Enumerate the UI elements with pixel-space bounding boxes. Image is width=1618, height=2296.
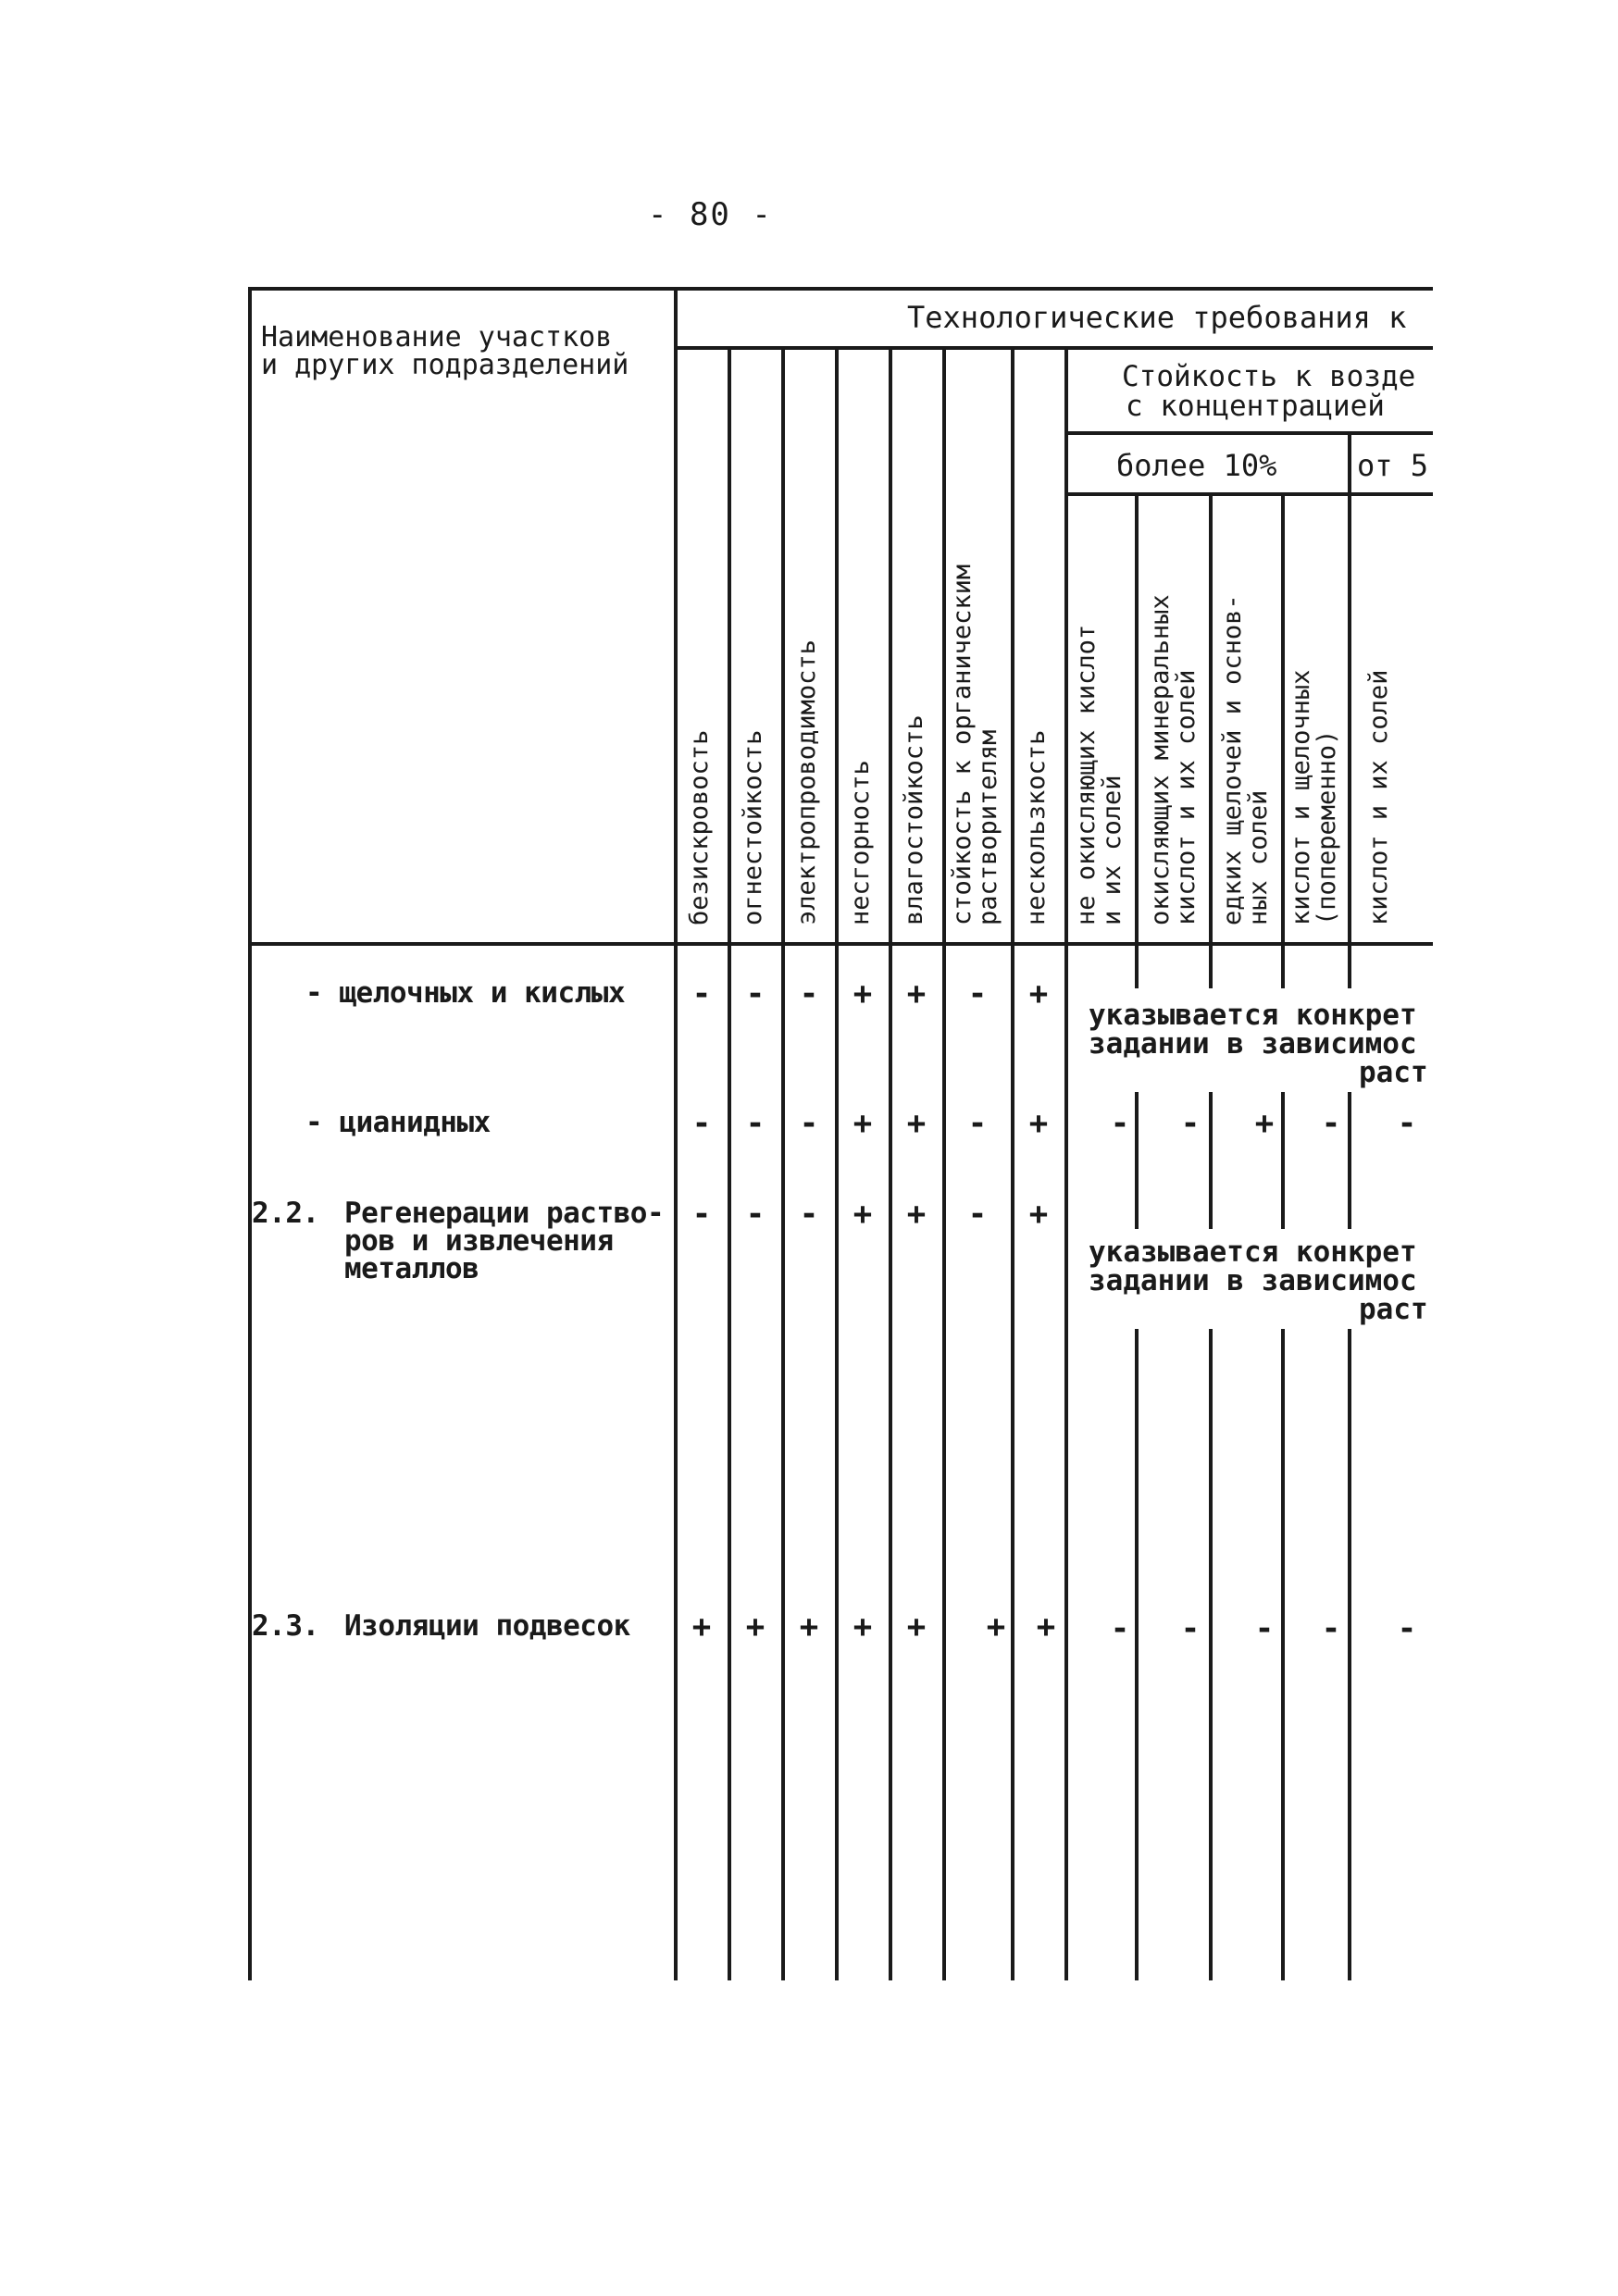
tech-req-header: Технологические требования к xyxy=(907,300,1407,335)
mark-cell: + xyxy=(745,1608,765,1645)
col-sep-1 xyxy=(728,350,731,942)
mark-cell: + xyxy=(853,1608,873,1645)
resistance-underline xyxy=(1064,431,1433,435)
mark-cell: + xyxy=(986,1608,1006,1645)
col-sep-8 xyxy=(1135,496,1139,942)
mark-cell: - xyxy=(967,1196,988,1233)
mark-cell: - xyxy=(745,1196,765,1233)
res-sep-c2 xyxy=(1209,1329,1213,1980)
mark-cell: - xyxy=(1321,1105,1341,1142)
concentration-separator xyxy=(1348,431,1351,496)
col-header-spark-free: безискровость xyxy=(685,729,714,925)
col-sep-11 xyxy=(1348,496,1351,942)
mark-cell: - xyxy=(1254,1610,1275,1647)
res-sep-a1 xyxy=(1135,946,1139,988)
body-sep-4 xyxy=(889,946,892,1980)
resistance-header-line1: Стойкость к возде xyxy=(1122,360,1416,393)
note-line: задании в зависимос xyxy=(1089,1264,1417,1297)
concentration-underline xyxy=(1064,492,1433,496)
row-name-line: металлов xyxy=(344,1252,479,1285)
col-header-non-combustible: несгорность xyxy=(846,760,875,925)
mark-cell: + xyxy=(853,1196,873,1233)
mark-cell: - xyxy=(1321,1610,1341,1647)
body-sep-6 xyxy=(1011,946,1014,1980)
resistance-header-line2: с концентрацией xyxy=(1126,390,1385,423)
col-sep-6 xyxy=(1011,350,1014,942)
col-header-conductivity: электропроводимость xyxy=(792,639,821,925)
mark-cell: - xyxy=(745,1105,765,1142)
mark-cell: - xyxy=(967,975,988,1012)
table-left-border xyxy=(248,287,252,1980)
col-header-acids-salts: кислот и их солей xyxy=(1364,669,1393,925)
body-sep-1 xyxy=(728,946,731,1980)
mark-cell: - xyxy=(691,1196,712,1233)
col-header-solvent-resistance: стойкость к органическим растворителям xyxy=(948,564,1002,925)
col-header-moisture-resistance: влагостойкость xyxy=(900,714,928,925)
mark-cell: - xyxy=(799,1105,819,1142)
res-sep-c1 xyxy=(1135,1329,1139,1980)
name-col-border xyxy=(674,287,678,946)
mark-cell: - xyxy=(691,1105,712,1142)
res-sep-c3 xyxy=(1281,1329,1285,1980)
res-sep-a3 xyxy=(1281,946,1285,988)
res-sep-b2 xyxy=(1209,1092,1213,1229)
col-sep-4 xyxy=(889,350,892,942)
tech-req-underline xyxy=(678,346,1433,350)
mark-cell: - xyxy=(691,975,712,1012)
res-sep-c4 xyxy=(1348,1329,1351,1980)
body-sep-3 xyxy=(835,946,839,1980)
mark-cell: - xyxy=(745,975,765,1012)
mark-cell: - xyxy=(1180,1610,1201,1647)
row-number: 2.3. xyxy=(252,1609,319,1643)
mark-cell: - xyxy=(1110,1610,1130,1647)
body-sep-0 xyxy=(674,946,678,1980)
mark-cell: + xyxy=(853,1105,873,1142)
mark-cell: + xyxy=(906,1105,927,1142)
row-number: 2.2. xyxy=(252,1197,319,1230)
mark-cell: + xyxy=(1028,975,1049,1012)
more-10-header: более 10% xyxy=(1116,448,1277,483)
note-line: указывается конкрет xyxy=(1089,1235,1417,1269)
name-col-header-line2: и других подразделений xyxy=(261,349,629,381)
note-line: раст xyxy=(1359,1056,1428,1089)
row-name-line: Регенерации раство- xyxy=(344,1197,665,1230)
from-5-header: от 5 xyxy=(1357,448,1429,483)
body-sep-2 xyxy=(781,946,785,1980)
col-header-oxidizing-acids: окисляющих минеральных кислот и их солей xyxy=(1146,594,1201,925)
note-line: раст xyxy=(1359,1293,1428,1326)
note-line: указывается конкрет xyxy=(1089,999,1417,1032)
row-name: Изоляции подвесок xyxy=(344,1609,630,1643)
body-sep-5 xyxy=(942,946,946,1980)
row-name: - цианидных xyxy=(305,1106,491,1139)
res-sep-a2 xyxy=(1209,946,1213,988)
col-sep-3 xyxy=(835,350,839,942)
col-header-fire-resistance: огнестойкость xyxy=(739,729,767,925)
mark-cell: + xyxy=(1254,1105,1275,1142)
col-sep-5 xyxy=(942,350,946,942)
col-header-caustic-alkalis: едких щелочей и основ- ных солей xyxy=(1218,594,1273,925)
row-name: - щелочных и кислых xyxy=(305,976,626,1010)
mark-cell: - xyxy=(799,975,819,1012)
col-sep-2 xyxy=(781,350,785,942)
mark-cell: + xyxy=(691,1608,712,1645)
table-top-border xyxy=(248,287,1433,291)
mark-cell: - xyxy=(1397,1105,1417,1142)
mark-cell: + xyxy=(1028,1196,1049,1233)
mark-cell: + xyxy=(1036,1608,1056,1645)
body-sep-7 xyxy=(1064,946,1068,1980)
mark-cell: + xyxy=(853,975,873,1012)
mark-cell: + xyxy=(906,1196,927,1233)
row-name-line: ров и извлечения xyxy=(344,1224,614,1258)
name-col-header-line1: Наименование участков xyxy=(261,321,613,354)
col-header-non-oxidizing-acids: не окисляющих кислот и их солей xyxy=(1072,624,1126,925)
res-sep-a4 xyxy=(1348,946,1351,988)
col-sep-10 xyxy=(1281,496,1285,942)
col-sep-9 xyxy=(1209,496,1213,942)
mark-cell: + xyxy=(906,975,927,1012)
mark-cell: - xyxy=(967,1105,988,1142)
page-number: - 80 - xyxy=(648,196,773,233)
mark-cell: - xyxy=(1397,1610,1417,1647)
mark-cell: - xyxy=(1180,1105,1201,1142)
mark-cell: - xyxy=(799,1196,819,1233)
col-header-non-slip: нескользкость xyxy=(1022,729,1051,925)
mark-cell: + xyxy=(799,1608,819,1645)
note-line: задании в зависимос xyxy=(1089,1027,1417,1061)
col-sep-7 xyxy=(1064,350,1068,942)
col-header-acids-alkalis-alternating: кислот и щелочных (попеременно) xyxy=(1287,669,1341,925)
mark-cell: + xyxy=(1028,1105,1049,1142)
mark-cell: - xyxy=(1110,1105,1130,1142)
mark-cell: + xyxy=(906,1608,927,1645)
header-bottom-border xyxy=(248,942,1433,946)
